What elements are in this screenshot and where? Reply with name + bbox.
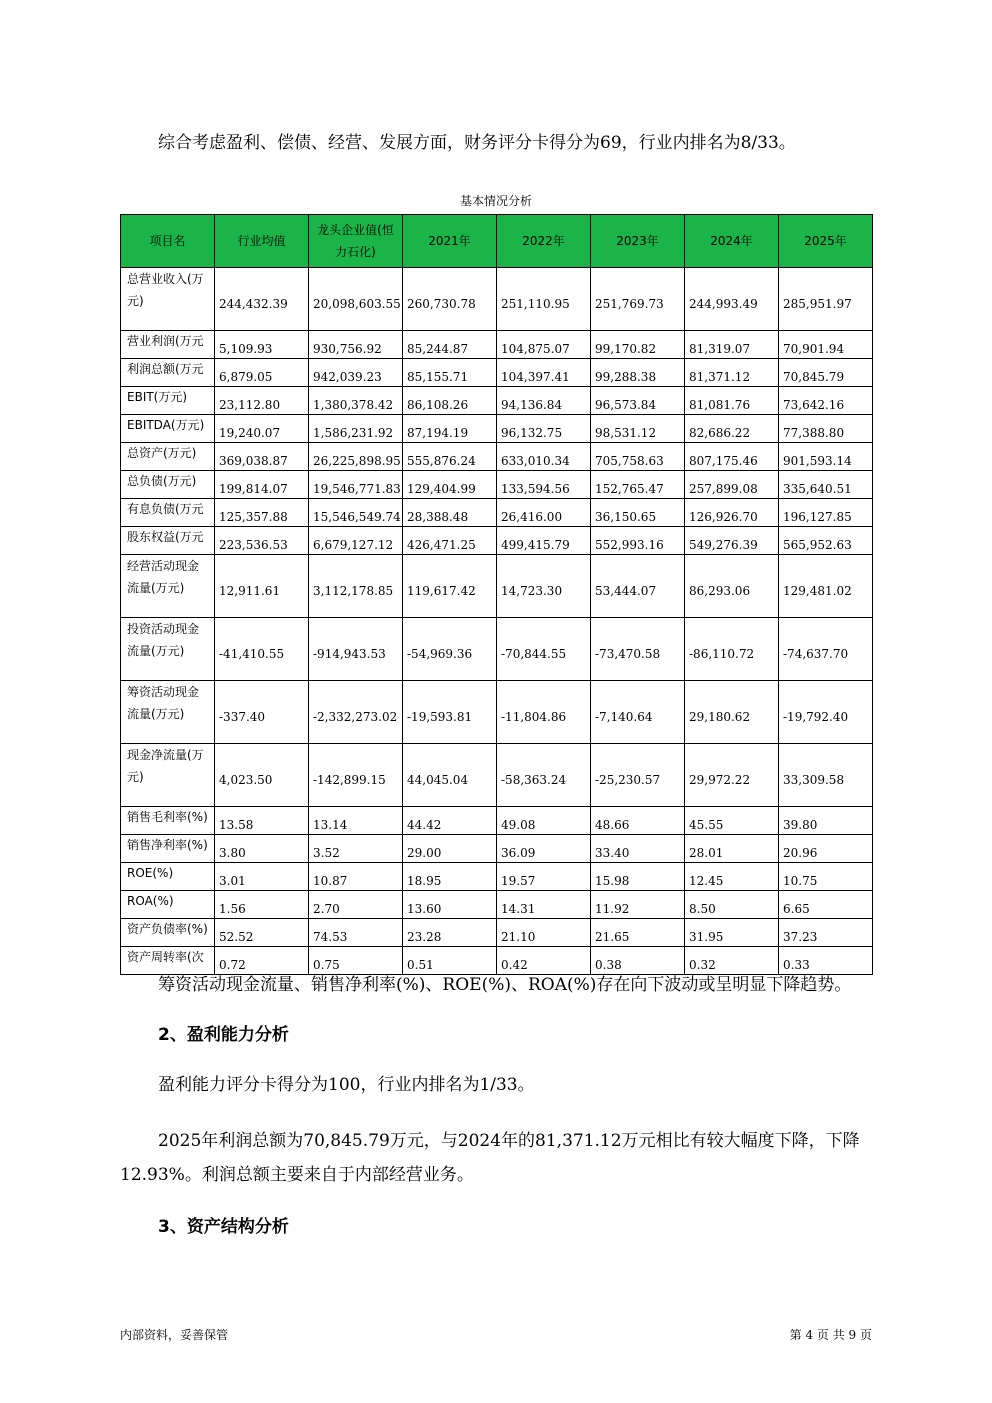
table-cell: 86,108.26 xyxy=(403,387,497,415)
table-cell: -2,332,273.02 xyxy=(309,681,403,744)
section-2-heading: 2、盈利能力分析 xyxy=(158,1025,289,1045)
table-cell: 29.00 xyxy=(403,835,497,863)
table-cell: 10.75 xyxy=(779,863,873,891)
table-cell: 23,112.80 xyxy=(215,387,309,415)
table-cell: 251,769.73 xyxy=(591,268,685,331)
table-cell: 2.70 xyxy=(309,891,403,919)
table-cell: 335,640.51 xyxy=(779,471,873,499)
header-cell: 2025年 xyxy=(779,215,873,268)
table-cell: 20,098,603.55 xyxy=(309,268,403,331)
table-cell: -54,969.36 xyxy=(403,618,497,681)
row-label: 股东权益(万元 xyxy=(121,527,215,555)
table-row xyxy=(121,499,873,527)
table-cell: 244,432.39 xyxy=(215,268,309,331)
table-cell: 11.92 xyxy=(591,891,685,919)
table-row xyxy=(121,555,873,618)
table-cell: -73,470.58 xyxy=(591,618,685,681)
table-cell: 21.10 xyxy=(497,919,591,947)
table-cell: 1,380,378.42 xyxy=(309,387,403,415)
table-cell: 13.60 xyxy=(403,891,497,919)
table-cell: 18.95 xyxy=(403,863,497,891)
table-cell: 19,546,771.83 xyxy=(309,471,403,499)
row-label: 利润总额(万元 xyxy=(121,359,215,387)
table-cell: 99,170.82 xyxy=(591,331,685,359)
table-cell: 119,617.42 xyxy=(403,555,497,618)
row-label: ROA(%) xyxy=(121,891,215,919)
table-cell: 77,388.80 xyxy=(779,415,873,443)
table-cell: 499,415.79 xyxy=(497,527,591,555)
table-cell: 52.52 xyxy=(215,919,309,947)
table-cell: 44,045.04 xyxy=(403,744,497,807)
row-label: ROE(%) xyxy=(121,863,215,891)
table-caption: 基本情况分析 xyxy=(459,194,532,208)
table-row xyxy=(121,618,873,681)
table-cell: 36.09 xyxy=(497,835,591,863)
table-row xyxy=(121,919,873,947)
row-label: 现金净流量(万元) xyxy=(121,744,215,807)
row-label: 资产负债率(%) xyxy=(121,919,215,947)
table-row xyxy=(121,331,873,359)
row-label: EBITDA(万元) xyxy=(121,415,215,443)
table-cell: 555,876.24 xyxy=(403,443,497,471)
table-cell: -25,230.57 xyxy=(591,744,685,807)
table-cell: 33.40 xyxy=(591,835,685,863)
table-cell: 1,586,231.92 xyxy=(309,415,403,443)
table-cell: 6,879.05 xyxy=(215,359,309,387)
footer-confidential: 内部资料，妥善保管 xyxy=(120,1328,229,1342)
table-cell: 12,911.61 xyxy=(215,555,309,618)
table-header-row xyxy=(121,215,873,268)
table-row xyxy=(121,471,873,499)
table-cell: 104,875.07 xyxy=(497,331,591,359)
table-cell: 244,993.49 xyxy=(685,268,779,331)
table-cell: 96,573.84 xyxy=(591,387,685,415)
table-cell: 0.72 xyxy=(215,947,309,975)
table-cell: -914,943.53 xyxy=(309,618,403,681)
table-cell: 14.31 xyxy=(497,891,591,919)
table-cell: 426,471.25 xyxy=(403,527,497,555)
table-cell: 70,845.79 xyxy=(779,359,873,387)
table-cell: 223,536.53 xyxy=(215,527,309,555)
table-cell: 251,110.95 xyxy=(497,268,591,331)
row-label: 销售毛利率(%) xyxy=(121,807,215,835)
table-cell: 20.96 xyxy=(779,835,873,863)
table-row xyxy=(121,268,873,331)
header-cell: 龙头企业值(恒力石化) xyxy=(309,215,403,268)
table-row xyxy=(121,443,873,471)
table-cell: 85,244.87 xyxy=(403,331,497,359)
table-cell: 6,679,127.12 xyxy=(309,527,403,555)
table-cell: 44.42 xyxy=(403,807,497,835)
intro-paragraph: 综合考虑盈利、偿债、经营、发展方面，财务评分卡得分为69，行业内排名为8/33。 xyxy=(158,133,796,153)
table-cell: 73,642.16 xyxy=(779,387,873,415)
table-cell: 45.55 xyxy=(685,807,779,835)
table-cell: 549,276.39 xyxy=(685,527,779,555)
table-cell: 133,594.56 xyxy=(497,471,591,499)
table-cell: 199,814.07 xyxy=(215,471,309,499)
profit-score-paragraph: 盈利能力评分卡得分为100，行业内排名为1/33。 xyxy=(158,1075,535,1095)
table-cell: 12.45 xyxy=(685,863,779,891)
table-cell: 0.32 xyxy=(685,947,779,975)
table-cell: 126,926.70 xyxy=(685,499,779,527)
table-cell: 942,039.23 xyxy=(309,359,403,387)
table-cell: 87,194.19 xyxy=(403,415,497,443)
table-cell: 28,388.48 xyxy=(403,499,497,527)
table-cell: -11,804.86 xyxy=(497,681,591,744)
table-cell: -19,593.81 xyxy=(403,681,497,744)
table-cell: 369,038.87 xyxy=(215,443,309,471)
table-cell: 94,136.84 xyxy=(497,387,591,415)
table-cell: 930,756.92 xyxy=(309,331,403,359)
row-label: 销售净利率(%) xyxy=(121,835,215,863)
table-cell: 26,416.00 xyxy=(497,499,591,527)
header-cell: 2021年 xyxy=(403,215,497,268)
table-cell: 3,112,178.85 xyxy=(309,555,403,618)
financial-table xyxy=(120,214,873,975)
table-cell: -70,844.55 xyxy=(497,618,591,681)
row-label: 总营业收入(万元) xyxy=(121,268,215,331)
table-cell: 104,397.41 xyxy=(497,359,591,387)
table-cell: 125,357.88 xyxy=(215,499,309,527)
table-cell: -41,410.55 xyxy=(215,618,309,681)
table-row xyxy=(121,807,873,835)
table-cell: 70,901.94 xyxy=(779,331,873,359)
table-cell: 85,155.71 xyxy=(403,359,497,387)
table-row xyxy=(121,681,873,744)
table-cell: 8.50 xyxy=(685,891,779,919)
row-label: 总资产(万元) xyxy=(121,443,215,471)
table-cell: -58,363.24 xyxy=(497,744,591,807)
table-cell: -7,140.64 xyxy=(591,681,685,744)
table-cell: 0.75 xyxy=(309,947,403,975)
table-cell: 36,150.65 xyxy=(591,499,685,527)
table-row xyxy=(121,527,873,555)
table-cell: 48.66 xyxy=(591,807,685,835)
table-cell: 86,293.06 xyxy=(685,555,779,618)
header-cell: 2023年 xyxy=(591,215,685,268)
table-cell: 82,686.22 xyxy=(685,415,779,443)
table-cell: 901,593.14 xyxy=(779,443,873,471)
table-cell: 15.98 xyxy=(591,863,685,891)
table-cell: 19.57 xyxy=(497,863,591,891)
table-cell: 152,765.47 xyxy=(591,471,685,499)
table-cell: 13.14 xyxy=(309,807,403,835)
table-row xyxy=(121,835,873,863)
table-cell: -86,110.72 xyxy=(685,618,779,681)
table-cell: 26,225,898.95 xyxy=(309,443,403,471)
table-cell: 29,972.22 xyxy=(685,744,779,807)
table-cell: 14,723.30 xyxy=(497,555,591,618)
row-label: 筹资活动现金流量(万元) xyxy=(121,681,215,744)
table-cell: 81,319.07 xyxy=(685,331,779,359)
profit-total-line-2: 12.93%。利润总额主要来自于内部经营业务。 xyxy=(120,1165,474,1185)
table-cell: 19,240.07 xyxy=(215,415,309,443)
section-3-heading: 3、资产结构分析 xyxy=(158,1217,289,1237)
table-row xyxy=(121,387,873,415)
table-cell: 23.28 xyxy=(403,919,497,947)
table-cell: 81,371.12 xyxy=(685,359,779,387)
table-row xyxy=(121,359,873,387)
table-cell: 257,899.08 xyxy=(685,471,779,499)
header-cell: 2022年 xyxy=(497,215,591,268)
table-cell: 552,993.16 xyxy=(591,527,685,555)
table-cell: 196,127.85 xyxy=(779,499,873,527)
row-label: 总负债(万元) xyxy=(121,471,215,499)
table-cell: 285,951.97 xyxy=(779,268,873,331)
table-cell: 3.80 xyxy=(215,835,309,863)
table-cell: 33,309.58 xyxy=(779,744,873,807)
row-label: 有息负债(万元 xyxy=(121,499,215,527)
row-label: EBIT(万元) xyxy=(121,387,215,415)
table-cell: 0.38 xyxy=(591,947,685,975)
table-cell: 5,109.93 xyxy=(215,331,309,359)
table-cell: 807,175.46 xyxy=(685,443,779,471)
row-label: 经营活动现金流量(万元) xyxy=(121,555,215,618)
table-cell: 260,730.78 xyxy=(403,268,497,331)
row-label: 营业利润(万元 xyxy=(121,331,215,359)
table-cell: 81,081.76 xyxy=(685,387,779,415)
table-cell: 6.65 xyxy=(779,891,873,919)
table-cell: 21.65 xyxy=(591,919,685,947)
table-row xyxy=(121,744,873,807)
table-cell: 1.56 xyxy=(215,891,309,919)
table-cell: -19,792.40 xyxy=(779,681,873,744)
table-cell: 3.52 xyxy=(309,835,403,863)
table-cell: 15,546,549.74 xyxy=(309,499,403,527)
table-cell: 565,952.63 xyxy=(779,527,873,555)
table-cell: 37.23 xyxy=(779,919,873,947)
table-row xyxy=(121,891,873,919)
table-cell: -337.40 xyxy=(215,681,309,744)
header-cell: 行业均值 xyxy=(215,215,309,268)
table-cell: -74,637.70 xyxy=(779,618,873,681)
header-cell: 2024年 xyxy=(685,215,779,268)
table-cell: 31.95 xyxy=(685,919,779,947)
row-label: 资产周转率(次 xyxy=(121,947,215,975)
table-cell: -142,899.15 xyxy=(309,744,403,807)
trend-paragraph: 筹资活动现金流量、销售净利率(%)、ROE(%)、ROA(%)存在向下波动或呈明显下降趋势。 xyxy=(158,975,852,995)
table-cell: 99,288.38 xyxy=(591,359,685,387)
table-cell: 96,132.75 xyxy=(497,415,591,443)
row-label: 投资活动现金流量(万元) xyxy=(121,618,215,681)
table-cell: 98,531.12 xyxy=(591,415,685,443)
table-row xyxy=(121,863,873,891)
footer-page-number: 第 4 页 共 9 页 xyxy=(789,1328,872,1342)
table-cell: 633,010.34 xyxy=(497,443,591,471)
table-cell: 705,758.63 xyxy=(591,443,685,471)
table-cell: 0.51 xyxy=(403,947,497,975)
table-cell: 10.87 xyxy=(309,863,403,891)
table-cell: 49.08 xyxy=(497,807,591,835)
table-cell: 39.80 xyxy=(779,807,873,835)
table-cell: 29,180.62 xyxy=(685,681,779,744)
table-cell: 129,404.99 xyxy=(403,471,497,499)
table-cell: 13.58 xyxy=(215,807,309,835)
table-cell: 4,023.50 xyxy=(215,744,309,807)
table-cell: 28.01 xyxy=(685,835,779,863)
table-cell: 129,481.02 xyxy=(779,555,873,618)
table-cell: 0.42 xyxy=(497,947,591,975)
table-cell: 0.33 xyxy=(779,947,873,975)
header-cell: 项目名 xyxy=(121,215,215,268)
table-row xyxy=(121,415,873,443)
table-cell: 53,444.07 xyxy=(591,555,685,618)
table-cell: 3.01 xyxy=(215,863,309,891)
profit-total-line-1: 2025年利润总额为70,845.79万元，与2024年的81,371.12万元相比有较大幅度下降，下降 xyxy=(158,1131,860,1151)
table-cell: 74.53 xyxy=(309,919,403,947)
